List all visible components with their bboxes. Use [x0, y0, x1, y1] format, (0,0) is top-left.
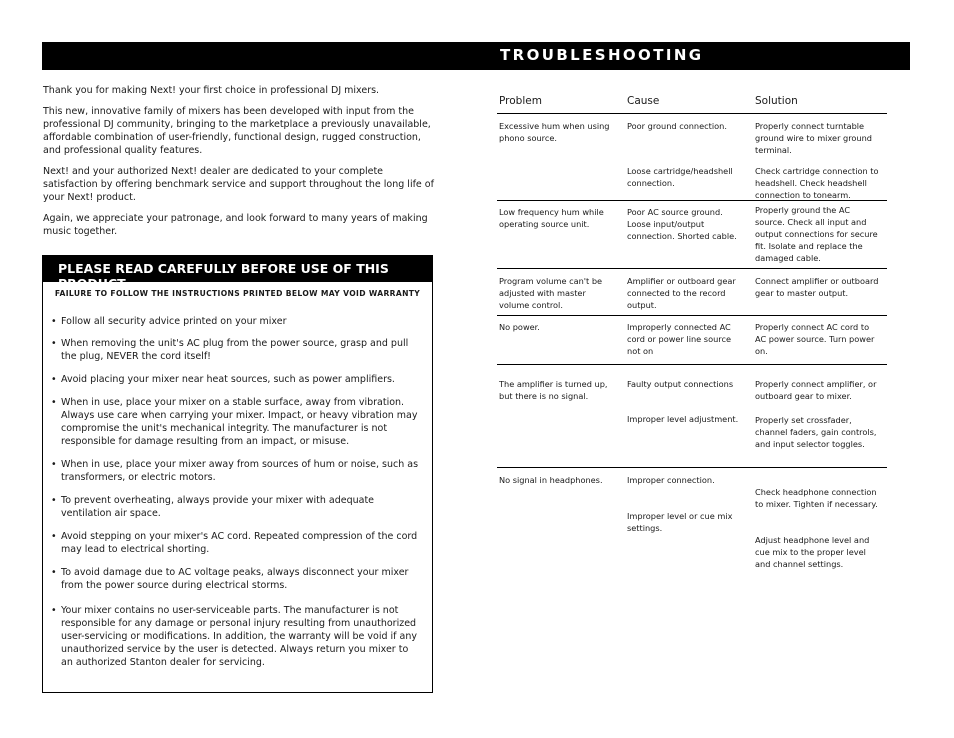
safety-item: • To avoid damage due to AC voltage peaks, always disconnect your mixer from the power source during electrical storms. [51, 566, 423, 592]
table-row [497, 365, 887, 468]
header-bar [42, 42, 910, 70]
table-row [497, 269, 887, 316]
table-header [497, 93, 887, 114]
solution-cell: Properly connect amplifier, or outboard gear to mixer. [755, 379, 877, 401]
column-header-cause: Cause [627, 95, 660, 107]
problem-cell: No signal in headphones. [499, 475, 603, 485]
safety-item: • When in use, place your mixer on a stable surface, away from vibration. Always use care when carrying your mixer. Impact, or heavy vibration may compromise the unit's mechanical integrity. The manufacturer is not responsible for damage resulting from an impact, or misuse. [51, 396, 423, 448]
solution-cell: Properly connect AC cord to AC power source. Turn power on. [755, 322, 875, 356]
safety-notice-box [42, 255, 433, 693]
cause-cell: Amplifier or outboard gear connected to the record output. [627, 276, 736, 310]
safety-item: • When removing the unit's AC plug from the power source, grasp and pull the plug, NEVER the cord itself! [51, 337, 423, 363]
column-header-solution: Solution [755, 95, 798, 107]
problem-cell: No power. [499, 322, 540, 332]
solution-cell: Properly set crossfader, channel faders, gain controls, and input selector toggles. [755, 415, 877, 449]
safety-notice-title: PLEASE READ CAREFULLY BEFORE USE OF THIS PRODUCT [58, 261, 389, 291]
solution-cell: Properly connect turntable ground wire to mixer ground terminal. [755, 121, 873, 155]
safety-notice-header [43, 256, 432, 291]
table-row [497, 201, 887, 269]
cause-cell: Improper connection. [627, 475, 715, 485]
cause-cell: Poor ground connection. [627, 121, 727, 131]
safety-item: • To prevent overheating, always provide your mixer with adequate ventilation air space. [51, 494, 423, 520]
intro-text [43, 84, 435, 246]
troubleshooting-table [497, 93, 887, 578]
table-row [497, 114, 887, 201]
cause-cell: Improperly connected AC cord or power line source not on [627, 322, 731, 356]
problem-cell: Low frequency hum while operating source unit. [499, 207, 604, 229]
safety-item: • Your mixer contains no user-serviceable parts. The manufacturer is not responsible for any damage or personal injury resulting from unauthorized user-servicing or modifications. In addition, the warranty will be void if any unauthorized service by the user is detected. Always return you mixer to an authorized Stanton dealer for servicing. [51, 604, 423, 669]
table-row [497, 316, 887, 365]
intro-paragraph: This new, innovative family of mixers has been developed with input from the professional DJ community, bringing to the marketplace a previously unavailable, affordable combination of user-friendly, functional design, rugged construction, and professional quality features. [43, 106, 431, 156]
problem-cell: Excessive hum when using phono source. [499, 121, 610, 143]
intro-paragraph: Next! and your authorized Next! dealer are dedicated to your complete satisfaction by offering benchmark service and support throughout the long life of your Next! product. [43, 166, 434, 203]
cause-cell: Loose cartridge/headshell connection. [627, 166, 733, 188]
solution-cell: Check cartridge connection to headshell. Check headshell connection to tonearm. [755, 166, 879, 200]
solution-cell: Connect amplifier or outboard gear to master output. [755, 276, 879, 298]
cause-cell: Improper level or cue mix settings. [627, 511, 733, 533]
safety-item: • Follow all security advice printed on your mixer [51, 315, 287, 328]
solution-cell: Properly ground the AC source. Check all input and output connections for secure fit. Isolate and replace the damaged cable. [755, 205, 878, 263]
cause-cell: Poor AC source ground. Loose input/output connection. Shorted cable. [627, 207, 737, 241]
table-row [497, 468, 887, 578]
column-header-problem: Problem [499, 95, 542, 107]
safety-item: • Avoid placing your mixer near heat sources, such as power amplifiers. [51, 373, 395, 386]
safety-item: • When in use, place your mixer away from sources of hum or noise, such as transformers, or electric motors. [51, 458, 423, 484]
solution-cell: Check headphone connection to mixer. Tighten if necessary. [755, 487, 878, 509]
intro-paragraph: Again, we appreciate your patronage, and look forward to many years of making music together. [43, 213, 428, 237]
page-title: TROUBLESHOOTING [500, 46, 704, 64]
cause-cell: Faulty output connections [627, 379, 734, 389]
problem-cell: Program volume can't be adjusted with master volume control. [499, 276, 603, 310]
warranty-warning: FAILURE TO FOLLOW THE INSTRUCTIONS PRINTED BELOW MAY VOID WARRANTY [54, 289, 421, 298]
problem-cell: The amplifier is turned up, but there is no signal. [499, 379, 608, 401]
cause-cell: Improper level adjustment. [627, 414, 739, 424]
intro-paragraph: Thank you for making Next! your first choice in professional DJ mixers. [43, 85, 380, 96]
safety-item: • Avoid stepping on your mixer's AC cord. Repeated compression of the cord may lead to electrical shorting. [51, 530, 423, 556]
solution-cell: Adjust headphone level and cue mix to the proper level and channel settings. [755, 535, 870, 569]
